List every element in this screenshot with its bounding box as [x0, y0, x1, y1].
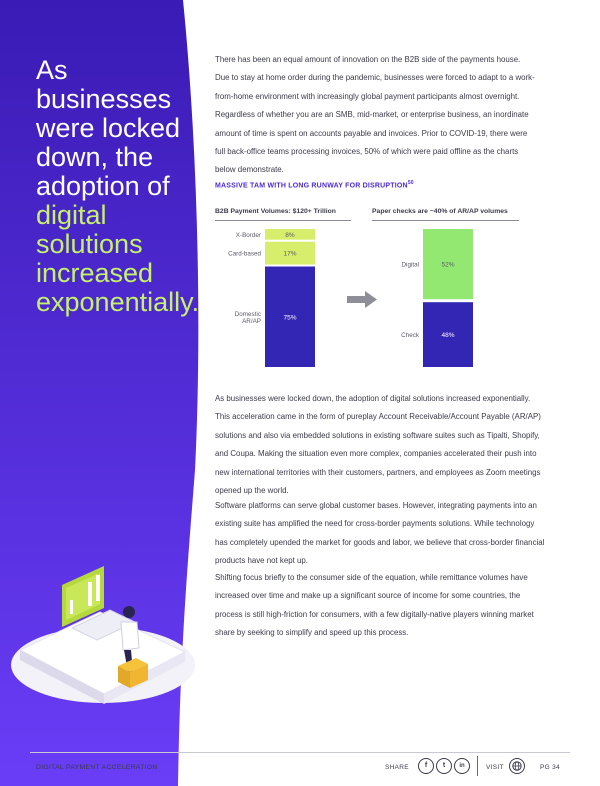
share-label: SHARE — [385, 764, 409, 771]
text-line: This acceleration came in the form of pureplay Account Receivable/Account Payable (AR/AP) — [215, 412, 541, 422]
footnote-ref: 50 — [407, 180, 414, 186]
text-line: There has been an equal amount of innovation on the B2B side of the payments house. — [215, 55, 521, 64]
category-label: Check — [401, 332, 419, 340]
category-label: X-Border — [235, 231, 261, 239]
facebook-icon[interactable]: f — [418, 758, 434, 774]
text-line: share by seeking to simplify and speed up this process. — [215, 628, 409, 638]
right-stacked-bar — [401, 229, 473, 367]
text-line: existing suite has amplified the need for cross-border payments solutions. While technology — [215, 519, 535, 529]
text-line: full back-office teams processing invoices, 50% of which were paid offline as the charts — [215, 147, 519, 157]
text-line: process is still high-friction for consumers, with a few digitally-native players winning market — [215, 609, 534, 619]
text-line: products have not kept up. — [215, 556, 308, 566]
pull-quote-highlight: digital solutions — [36, 200, 143, 259]
category-label: Card-based — [228, 250, 261, 258]
pull-quote-line: were locked — [36, 113, 181, 143]
data-label: 8% — [285, 231, 295, 239]
pull-quote-line: down, the — [36, 142, 154, 172]
page-footer — [0, 752, 600, 786]
text-line: Shifting focus briefly to the consumer side of the equation, while remittance volumes have — [215, 573, 528, 582]
arrow-right-icon — [347, 291, 377, 308]
pull-quote-highlight: increased — [36, 258, 154, 288]
left-stacked-bar — [228, 229, 315, 367]
text-line: amount of time is spent on accounts payable and invoices. Prior to COVID-19, there were — [215, 128, 528, 138]
text-line: opened up the world. — [215, 486, 289, 496]
chart-left-title: B2B Payment Volumes: $120+ Trillion — [215, 208, 336, 215]
document-title: DIGITAL PAYMENT ACCELERATION — [36, 764, 158, 771]
text-line: new international territories with their customers, partners, and employees as Zoom meetings — [215, 467, 541, 477]
paragraph-3 — [215, 569, 575, 643]
text-line: increased over time and make up a significant source of income for some countries, the — [215, 591, 521, 601]
twitter-icon[interactable]: t — [436, 758, 452, 774]
data-label: 52% — [441, 261, 455, 269]
footer-separator — [477, 756, 478, 776]
pull-quote-line: As businesses — [36, 55, 172, 114]
pull-quote-line: adoption of — [36, 171, 170, 201]
pull-quote-highlight: exponentially. — [36, 287, 200, 317]
page-number: PG 34 — [540, 764, 560, 771]
globe-icon[interactable] — [509, 758, 525, 774]
text-line: Regardless of whether you are an SMB, mid-market, or enterprise business, an inordinate — [215, 110, 529, 120]
category-label: AR/AP — [242, 317, 261, 325]
globe-icon-glyph — [510, 759, 524, 773]
chart-right-title: Paper checks are ~40% of AR/AP volumes — [372, 208, 508, 215]
text-line: Due to stay at home order during the pandemic, businesses were forced to adapt to a work- — [215, 73, 535, 83]
text-line: and Coupa. Making the situation even more complex, companies accelerated their push into — [215, 449, 537, 459]
data-label: 75% — [283, 314, 297, 322]
text-line: below demonstrate. — [215, 165, 284, 175]
data-label: 48% — [441, 332, 455, 340]
visit-label: VISIT — [486, 764, 504, 771]
paragraph-2 — [215, 497, 575, 571]
text-line: has completely upended the market for goods and labor, we believe that cross-border financial — [215, 537, 545, 547]
text-line: solutions and also via embedded solutions in existing software suites such as Tipalti, Shopify, — [215, 430, 540, 440]
text-line: from-home environment with increasingly global payment participants almost overnight. — [215, 91, 520, 101]
chart-heading-text: MASSIVE TAM WITH LONG RUNWAY FOR DISRUPTION — [215, 182, 408, 190]
footer-divider — [30, 752, 570, 753]
text-line: Software platforms can serve global customer bases. However, integrating payments into an — [215, 501, 537, 510]
linkedin-icon[interactable]: in — [454, 758, 470, 774]
data-label: 17% — [283, 250, 297, 258]
category-label: Domestic — [234, 310, 261, 318]
category-label: Digital — [401, 261, 419, 269]
paragraph-1 — [215, 390, 575, 500]
text-line: As businesses were locked down, the adoption of digital solutions increased exponentially. — [215, 394, 531, 403]
